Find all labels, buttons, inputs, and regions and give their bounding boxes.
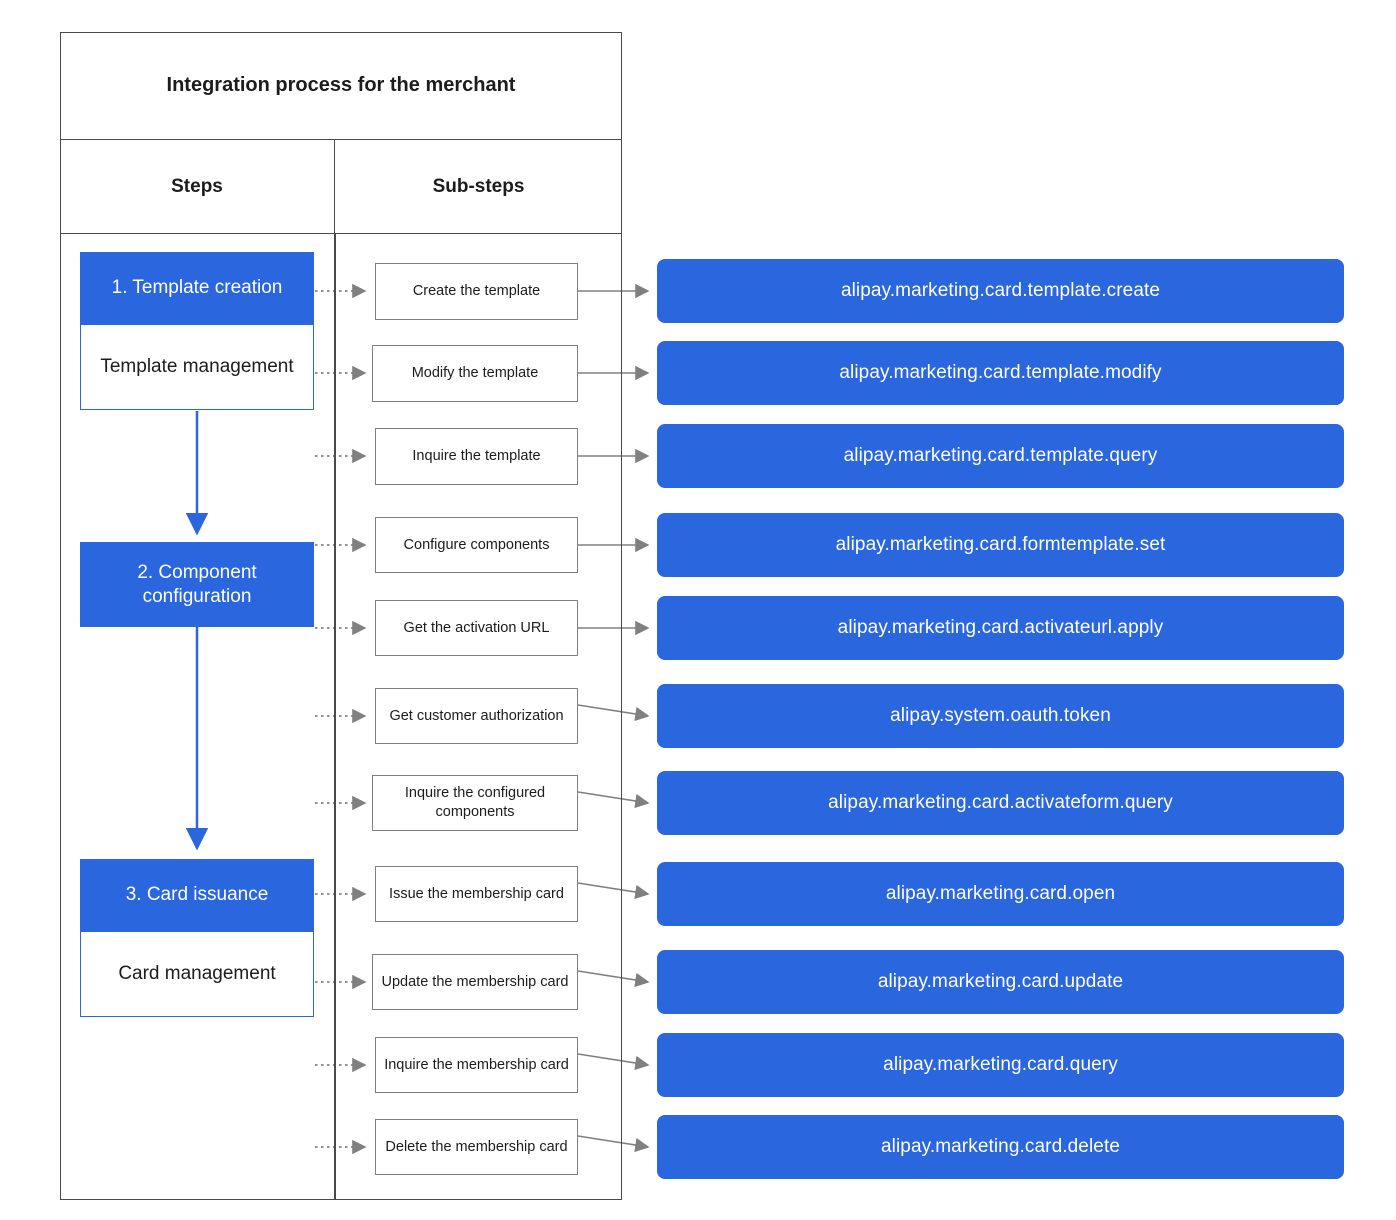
substep-box[interactable]: Delete the membership card [375, 1119, 578, 1175]
step-sub-box-card-management[interactable]: Card management [80, 931, 314, 1017]
substep-box[interactable]: Create the template [375, 263, 578, 320]
substep-box[interactable]: Get customer authorization [375, 688, 578, 744]
substep-box[interactable]: Inquire the configured components [372, 775, 578, 831]
step-box-component-configuration[interactable]: 2. Component configuration [80, 542, 314, 627]
substep-box[interactable]: Modify the template [372, 345, 578, 402]
column-header-steps: Steps [60, 140, 335, 234]
substep-box[interactable]: Inquire the membership card [375, 1037, 578, 1093]
api-pill[interactable]: alipay.marketing.card.template.query [657, 424, 1344, 488]
api-pill[interactable]: alipay.marketing.card.formtemplate.set [657, 513, 1344, 577]
substep-box[interactable]: Issue the membership card [375, 866, 578, 922]
step-box-template-creation[interactable]: 1. Template creation [80, 252, 314, 324]
substep-box[interactable]: Update the membership card [372, 954, 578, 1010]
substep-box[interactable]: Configure components [375, 517, 578, 573]
api-pill[interactable]: alipay.marketing.card.template.modify [657, 341, 1344, 405]
api-pill[interactable]: alipay.marketing.card.activateform.query [657, 771, 1344, 835]
substep-box[interactable]: Get the activation URL [375, 600, 578, 656]
api-pill[interactable]: alipay.marketing.card.update [657, 950, 1344, 1014]
api-pill[interactable]: alipay.marketing.card.template.create [657, 259, 1344, 323]
column-divider [334, 234, 336, 1200]
substep-box[interactable]: Inquire the template [375, 428, 578, 485]
api-pill[interactable]: alipay.marketing.card.activateurl.apply [657, 596, 1344, 660]
step-sub-box-template-management[interactable]: Template management [80, 324, 314, 410]
page-title: Integration process for the merchant [60, 32, 622, 140]
step-box-card-issuance[interactable]: 3. Card issuance [80, 859, 314, 931]
api-pill[interactable]: alipay.marketing.card.open [657, 862, 1344, 926]
column-header-substeps: Sub-steps [335, 140, 622, 234]
api-pill[interactable]: alipay.marketing.card.query [657, 1033, 1344, 1097]
api-pill[interactable]: alipay.marketing.card.delete [657, 1115, 1344, 1179]
api-pill[interactable]: alipay.system.oauth.token [657, 684, 1344, 748]
